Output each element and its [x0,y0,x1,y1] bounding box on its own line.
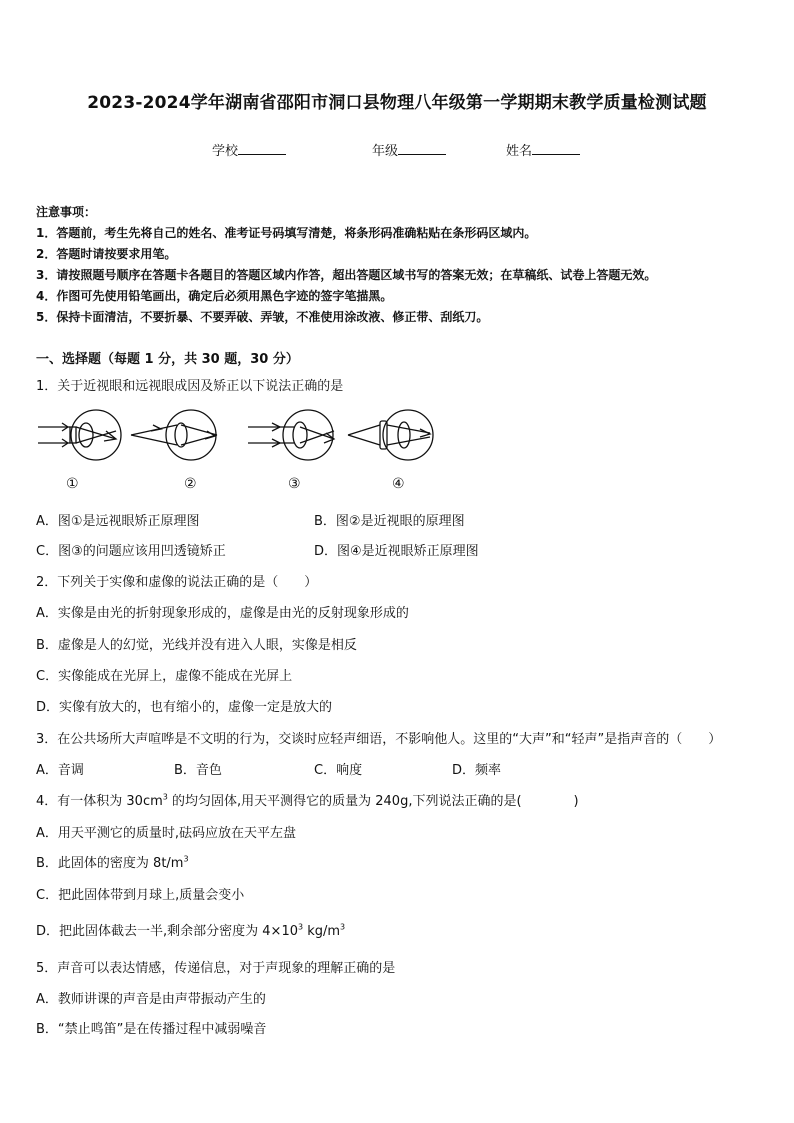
figure-label-4: ④ [392,476,405,492]
q4-option-d-unit: kg/m [303,924,341,939]
q1-option-b: B．图②是近视眼的原理图 [314,514,465,529]
q4-option-b-sup: 3 [183,854,189,864]
name-field [506,140,580,159]
q3-option-d: D．频率 [452,763,502,778]
q3-option-c: C．响度 [314,763,363,778]
notice-item: 3．请按照题号顺序在答题卡各题目的答题区域内作答，超出答题区域书写的答案无效；在草稿纸、试卷上答题无效。 [36,268,657,282]
figure-label-3: ③ [288,476,301,492]
eye-diagram-2 [131,410,217,460]
q2-stem: 2．下列关于实像和虚像的说法正确的是（ ） [36,575,318,590]
q4-option-c: C．把此固体带到月球上,质量会变小 [36,888,245,903]
eye-diagram-3 [248,410,334,460]
notice-item: 1．答题前，考生先将自己的姓名、准考证号码填写清楚，将条形码准确粘贴在条形码区域内。 [36,226,537,240]
q3-option-b: B．音色 [174,763,222,778]
figure-label-2: ② [184,476,197,492]
q4-option-d-unit-sup: 3 [340,922,346,932]
school-blank[interactable] [238,142,286,155]
q4-stem-pre: 4．有一体积为 30cm [36,794,163,809]
q3-option-a: A．音调 [36,763,84,778]
q4-option-d-sup: 3 [297,922,304,932]
notice-item: 4．作图可先使用铅笔画出，确定后必须用黑色字迹的签字笔描黑。 [36,289,393,303]
q5-stem: 5．声音可以表达情感，传递信息，对于声现象的理解正确的是 [36,961,396,976]
q2-option-d: D．实像有放大的，也有缩小的，虚像一定是放大的 [36,700,333,715]
q3-stem: 3．在公共场所大声喧哗是不文明的行为，交谈时应轻声细语，不影响他人。这里的“大声”和“轻声”是指声音的（ ） [36,732,722,747]
q4-option-b-text: B．此固体的密度为 8t/m [36,856,184,871]
q2-option-a: A．实像是由光的折射现象形成的，虚像是由光的反射现象形成的 [36,606,409,621]
eye-diagram-4 [348,410,433,460]
name-blank[interactable] [532,142,580,155]
figure-label-1: ① [66,476,79,492]
q4-option-a: A．用天平测它的质量时,砝码应放在天平左盘 [36,826,297,841]
name-label: 姓名 [506,144,533,159]
grade-blank[interactable] [398,142,446,155]
q4-option-d-text: D．把此固体截去一半,剩余部分密度为 4×10 [36,924,298,939]
eye-diagram-1 [38,410,121,460]
q1-option-d: D．图④是近视眼矫正原理图 [314,544,479,559]
school-field [212,140,286,159]
q1-stem: 1．关于近视眼和远视眼成因及矫正以下说法正确的是 [36,379,344,394]
grade-field [372,140,446,159]
q4-option-b [36,852,189,871]
notice-heading: 注意事项： [36,205,97,219]
q4-option-d [36,920,345,939]
q2-option-b: B．虚像是人的幻觉，光线并没有进入人眼，实像是相反 [36,638,357,653]
q4-stem-post: 的均匀固体,用天平测得它的质量为 240g,下列说法正确的是( ) [167,794,579,809]
q5-option-b: B．“禁止鸣笛”是在传播过程中减弱噪音 [36,1022,267,1037]
q1-option-a: A．图①是远视眼矫正原理图 [36,514,200,529]
q2-option-c: C．实像能成在光屏上，虚像不能成在光屏上 [36,669,293,684]
grade-label: 年级 [372,144,399,159]
q1-option-c: C．图③的问题应该用凹透镜矫正 [36,544,226,559]
exam-title: 2023-2024学年湖南省邵阳市洞口县物理八年级第一学期期末教学质量检测试题 [87,93,707,113]
school-label: 学校 [212,144,239,159]
notice-item: 2．答题时请按要求用笔。 [36,247,177,261]
section-heading: 一、选择题（每题 1 分，共 30 题，30 分） [36,352,299,367]
notice-item: 5．保持卡面清洁，不要折暴、不要弄破、弄皱，不准使用涂改液、修正带、刮纸刀。 [36,310,489,324]
q4-stem [36,790,579,809]
q4-stem-sup: 3 [162,792,168,802]
q5-option-a: A．教师讲课的声音是由声带振动产生的 [36,992,266,1007]
